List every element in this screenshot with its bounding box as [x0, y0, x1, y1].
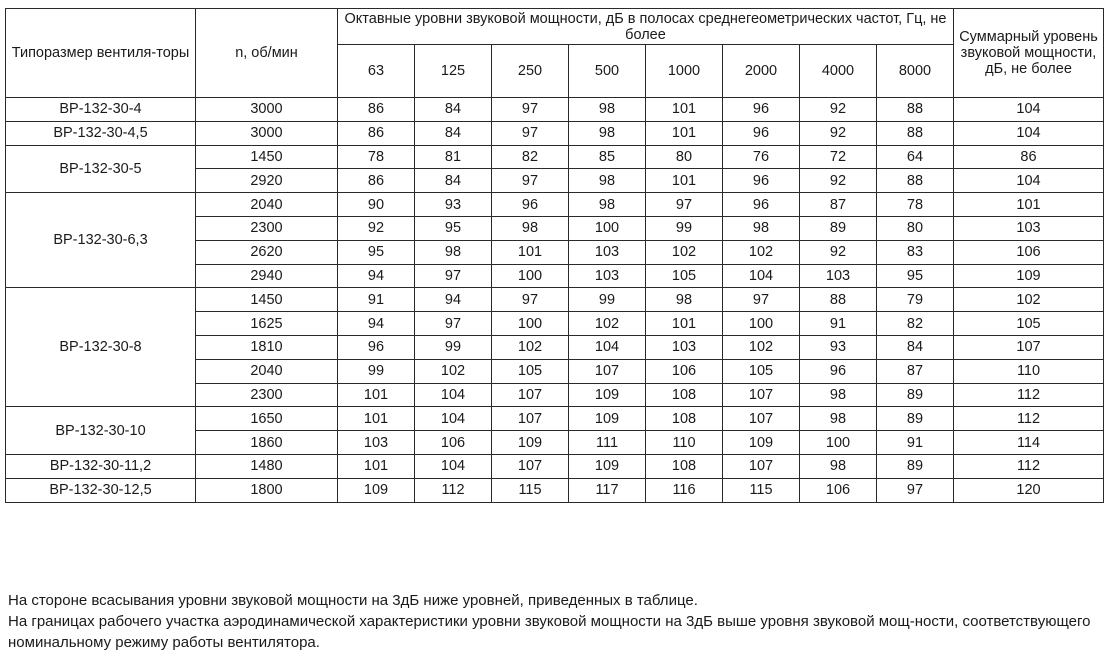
level-cell: 101 [492, 240, 569, 264]
level-cell: 102 [723, 335, 800, 359]
level-cell: 96 [492, 193, 569, 217]
level-cell: 109 [723, 431, 800, 455]
level-cell: 92 [800, 121, 877, 145]
table-row [6, 145, 1104, 169]
level-cell: 86 [338, 98, 415, 122]
level-cell: 105 [646, 264, 723, 288]
level-cell: 84 [415, 121, 492, 145]
level-cell: 102 [723, 240, 800, 264]
level-cell: 108 [646, 383, 723, 407]
level-cell: 79 [877, 288, 954, 312]
level-cell: 99 [338, 359, 415, 383]
speed-cell: 2620 [196, 240, 338, 264]
header-total: Суммарный уровень звуковой мощности, дБ, не более [954, 9, 1104, 98]
level-cell: 87 [800, 193, 877, 217]
level-cell: 86 [338, 121, 415, 145]
level-cell: 80 [877, 216, 954, 240]
level-cell: 104 [569, 335, 646, 359]
header-frequency-500: 500 [569, 45, 646, 98]
level-cell: 100 [492, 312, 569, 336]
header-frequency-125: 125 [415, 45, 492, 98]
level-cell: 98 [492, 216, 569, 240]
level-cell: 101 [338, 407, 415, 431]
speed-cell: 2940 [196, 264, 338, 288]
level-cell: 92 [800, 98, 877, 122]
level-cell: 97 [492, 288, 569, 312]
level-cell: 91 [877, 431, 954, 455]
level-cell: 109 [569, 383, 646, 407]
level-cell: 98 [415, 240, 492, 264]
level-cell: 112 [415, 478, 492, 502]
level-cell: 101 [338, 454, 415, 478]
level-cell: 88 [877, 169, 954, 193]
level-cell: 107 [492, 407, 569, 431]
model-cell: ВР-132-30-8 [6, 288, 196, 407]
level-cell: 96 [723, 98, 800, 122]
speed-cell: 3000 [196, 98, 338, 122]
level-cell: 97 [492, 121, 569, 145]
total-cell: 109 [954, 264, 1104, 288]
level-cell: 91 [338, 288, 415, 312]
level-cell: 100 [800, 431, 877, 455]
level-cell: 107 [723, 454, 800, 478]
level-cell: 98 [646, 288, 723, 312]
level-cell: 101 [646, 98, 723, 122]
model-cell: ВР-132-30-10 [6, 407, 196, 455]
total-cell: 103 [954, 216, 1104, 240]
total-cell: 107 [954, 335, 1104, 359]
level-cell: 92 [338, 216, 415, 240]
level-cell: 95 [877, 264, 954, 288]
table-row [6, 288, 1104, 312]
header-frequency-63: 63 [338, 45, 415, 98]
level-cell: 105 [492, 359, 569, 383]
level-cell: 99 [569, 288, 646, 312]
level-cell: 103 [569, 240, 646, 264]
footnote: На стороне всасывания уровни звуковой мощности на 3дБ ниже уровней, приведенных в таблице. [8, 592, 698, 609]
level-cell: 97 [415, 264, 492, 288]
level-cell: 104 [415, 383, 492, 407]
level-cell: 84 [415, 169, 492, 193]
speed-cell: 1800 [196, 478, 338, 502]
table-row [6, 121, 1104, 145]
level-cell: 98 [569, 121, 646, 145]
level-cell: 105 [723, 359, 800, 383]
speed-cell: 2040 [196, 359, 338, 383]
total-cell: 101 [954, 193, 1104, 217]
level-cell: 106 [800, 478, 877, 502]
level-cell: 84 [877, 335, 954, 359]
level-cell: 100 [492, 264, 569, 288]
header-octave-group: Октавные уровни звуковой мощности, дБ в полосах среднегеометрических частот, Гц, не более [338, 9, 954, 45]
level-cell: 92 [800, 169, 877, 193]
level-cell: 103 [646, 335, 723, 359]
level-cell: 90 [338, 193, 415, 217]
level-cell: 98 [800, 383, 877, 407]
level-cell: 107 [492, 383, 569, 407]
level-cell: 102 [569, 312, 646, 336]
level-cell: 98 [569, 169, 646, 193]
level-cell: 64 [877, 145, 954, 169]
level-cell: 109 [338, 478, 415, 502]
table-body [6, 98, 1104, 503]
level-cell: 89 [800, 216, 877, 240]
level-cell: 102 [415, 359, 492, 383]
level-cell: 89 [877, 454, 954, 478]
table-row [6, 407, 1104, 431]
level-cell: 80 [646, 145, 723, 169]
level-cell: 97 [646, 193, 723, 217]
speed-cell: 1810 [196, 335, 338, 359]
level-cell: 94 [415, 288, 492, 312]
total-cell: 112 [954, 383, 1104, 407]
level-cell: 95 [338, 240, 415, 264]
header-frequency-2000: 2000 [723, 45, 800, 98]
level-cell: 104 [415, 454, 492, 478]
level-cell: 86 [338, 169, 415, 193]
model-cell: ВР-132-30-6,3 [6, 193, 196, 288]
model-cell: ВР-132-30-4 [6, 98, 196, 122]
speed-cell: 2300 [196, 383, 338, 407]
level-cell: 88 [877, 98, 954, 122]
level-cell: 103 [569, 264, 646, 288]
total-cell: 86 [954, 145, 1104, 169]
table-row [6, 454, 1104, 478]
level-cell: 98 [800, 407, 877, 431]
level-cell: 96 [723, 121, 800, 145]
level-cell: 72 [800, 145, 877, 169]
level-cell: 81 [415, 145, 492, 169]
level-cell: 106 [646, 359, 723, 383]
total-cell: 104 [954, 121, 1104, 145]
level-cell: 101 [646, 121, 723, 145]
level-cell: 109 [569, 454, 646, 478]
level-cell: 116 [646, 478, 723, 502]
level-cell: 97 [492, 98, 569, 122]
model-cell: ВР-132-30-4,5 [6, 121, 196, 145]
level-cell: 101 [338, 383, 415, 407]
level-cell: 103 [800, 264, 877, 288]
level-cell: 82 [492, 145, 569, 169]
level-cell: 109 [492, 431, 569, 455]
level-cell: 102 [492, 335, 569, 359]
header-model: Типоразмер вентиля-торы [6, 9, 196, 98]
level-cell: 97 [877, 478, 954, 502]
footnotes [8, 590, 1114, 653]
level-cell: 94 [338, 264, 415, 288]
total-cell: 114 [954, 431, 1104, 455]
table-row [6, 193, 1104, 217]
level-cell: 99 [646, 216, 723, 240]
level-cell: 115 [723, 478, 800, 502]
table-row [6, 478, 1104, 502]
speed-cell: 2920 [196, 169, 338, 193]
level-cell: 115 [492, 478, 569, 502]
level-cell: 109 [569, 407, 646, 431]
level-cell: 78 [338, 145, 415, 169]
level-cell: 107 [723, 407, 800, 431]
speed-cell: 2300 [196, 216, 338, 240]
total-cell: 106 [954, 240, 1104, 264]
level-cell: 93 [415, 193, 492, 217]
level-cell: 97 [415, 312, 492, 336]
level-cell: 107 [569, 359, 646, 383]
level-cell: 98 [569, 98, 646, 122]
level-cell: 89 [877, 407, 954, 431]
total-cell: 105 [954, 312, 1104, 336]
level-cell: 103 [338, 431, 415, 455]
level-cell: 97 [492, 169, 569, 193]
level-cell: 91 [800, 312, 877, 336]
level-cell: 101 [646, 312, 723, 336]
level-cell: 88 [800, 288, 877, 312]
header-frequency-1000: 1000 [646, 45, 723, 98]
level-cell: 88 [877, 121, 954, 145]
speed-cell: 1625 [196, 312, 338, 336]
total-cell: 104 [954, 169, 1104, 193]
level-cell: 89 [877, 383, 954, 407]
level-cell: 92 [800, 240, 877, 264]
level-cell: 87 [877, 359, 954, 383]
total-cell: 102 [954, 288, 1104, 312]
table-row [6, 98, 1104, 122]
total-cell: 112 [954, 407, 1104, 431]
level-cell: 84 [415, 98, 492, 122]
level-cell: 111 [569, 431, 646, 455]
total-cell: 110 [954, 359, 1104, 383]
noise-table [5, 8, 1104, 503]
level-cell: 97 [723, 288, 800, 312]
level-cell: 100 [569, 216, 646, 240]
level-cell: 104 [415, 407, 492, 431]
model-cell: ВР-132-30-11,2 [6, 454, 196, 478]
speed-cell: 1450 [196, 145, 338, 169]
level-cell: 110 [646, 431, 723, 455]
level-cell: 93 [800, 335, 877, 359]
speed-cell: 2040 [196, 193, 338, 217]
level-cell: 117 [569, 478, 646, 502]
level-cell: 76 [723, 145, 800, 169]
footnote: На границах рабочего участка аэродинамической характеристики уровни звуковой мощности на 3дБ выше уровня звуковой мощ-ности, соответствующего номинальному режиму работы вентилятора. [8, 613, 1091, 651]
level-cell: 82 [877, 312, 954, 336]
level-cell: 98 [723, 216, 800, 240]
level-cell: 107 [492, 454, 569, 478]
level-cell: 78 [877, 193, 954, 217]
model-cell: ВР-132-30-12,5 [6, 478, 196, 502]
header-frequency-250: 250 [492, 45, 569, 98]
table-header [6, 9, 1104, 98]
speed-cell: 1480 [196, 454, 338, 478]
level-cell: 99 [415, 335, 492, 359]
level-cell: 96 [338, 335, 415, 359]
level-cell: 83 [877, 240, 954, 264]
level-cell: 108 [646, 407, 723, 431]
total-cell: 112 [954, 454, 1104, 478]
header-frequency-8000: 8000 [877, 45, 954, 98]
header-frequency-4000: 4000 [800, 45, 877, 98]
header-speed: n, об/мин [196, 9, 338, 98]
level-cell: 98 [800, 454, 877, 478]
level-cell: 100 [723, 312, 800, 336]
level-cell: 98 [569, 193, 646, 217]
speed-cell: 1650 [196, 407, 338, 431]
level-cell: 107 [723, 383, 800, 407]
level-cell: 85 [569, 145, 646, 169]
total-cell: 104 [954, 98, 1104, 122]
level-cell: 104 [723, 264, 800, 288]
level-cell: 96 [800, 359, 877, 383]
level-cell: 106 [415, 431, 492, 455]
speed-cell: 3000 [196, 121, 338, 145]
level-cell: 96 [723, 193, 800, 217]
level-cell: 95 [415, 216, 492, 240]
level-cell: 96 [723, 169, 800, 193]
model-cell: ВР-132-30-5 [6, 145, 196, 193]
level-cell: 108 [646, 454, 723, 478]
level-cell: 94 [338, 312, 415, 336]
level-cell: 101 [646, 169, 723, 193]
speed-cell: 1450 [196, 288, 338, 312]
total-cell: 120 [954, 478, 1104, 502]
speed-cell: 1860 [196, 431, 338, 455]
level-cell: 102 [646, 240, 723, 264]
